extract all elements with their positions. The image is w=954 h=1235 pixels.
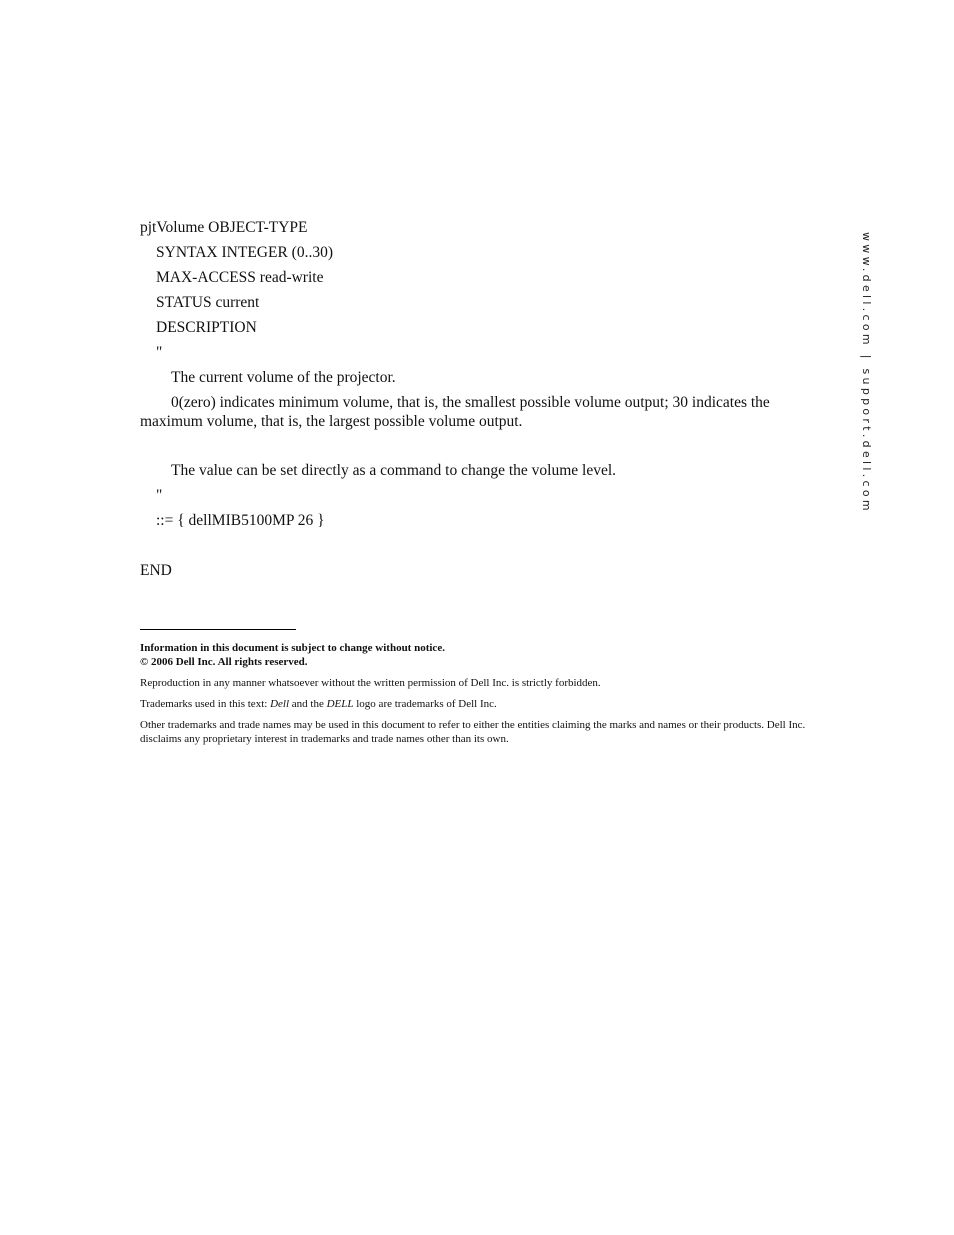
object-type-line: pjtVolume OBJECT-TYPE — [140, 219, 308, 236]
end-line: END — [140, 562, 172, 579]
trademarks-mid: and the — [289, 698, 327, 710]
change-notice: Information in this document is subject to change without notice. — [140, 642, 445, 654]
trademarks-suffix: logo are trademarks of Dell Inc. — [353, 698, 497, 710]
side-url-text: www.dell.com | support.dell.com — [860, 232, 873, 514]
trademarks-prefix: Trademarks used in this text: — [140, 698, 271, 710]
status-line: STATUS current — [156, 294, 260, 311]
legal-notice — [140, 641, 810, 746]
copyright-notice: © 2006 Dell Inc. All rights reserved. — [140, 656, 308, 668]
description-text-3: The value can be set directly as a command to change the volume level. — [171, 462, 617, 479]
footnote-divider — [140, 629, 296, 630]
max-access-line: MAX-ACCESS read-write — [156, 269, 324, 286]
trademarks-notice — [140, 697, 810, 711]
assignment-line: ::= { dellMIB5100MP 26 } — [156, 512, 325, 529]
other-trademarks-notice: Other trademarks and trade names may be used in this document to refer to either the entities claiming the marks and names or their products. Dell Inc. disclaims any proprietary interest in trademarks and trade names other than its own. — [140, 719, 806, 745]
description-text-2: 0(zero) indicates minimum volume, that is, the smallest possible volume output; 30 indicates the maximum volume, that is, the largest possible volume output. — [140, 394, 770, 430]
description-label: DESCRIPTION — [156, 319, 257, 336]
syntax-line: SYNTAX INTEGER (0..30) — [156, 244, 333, 261]
description-quote-open: " — [156, 344, 163, 361]
trademark-dell: Dell — [270, 698, 290, 710]
trademark-dell-logo: DELL — [326, 698, 354, 710]
description-quote-close: " — [156, 487, 163, 504]
reproduction-notice: Reproduction in any manner whatsoever without the written permission of Dell Inc. is strictly forbidden. — [140, 677, 601, 689]
description-text-1: The current volume of the projector. — [171, 369, 396, 386]
